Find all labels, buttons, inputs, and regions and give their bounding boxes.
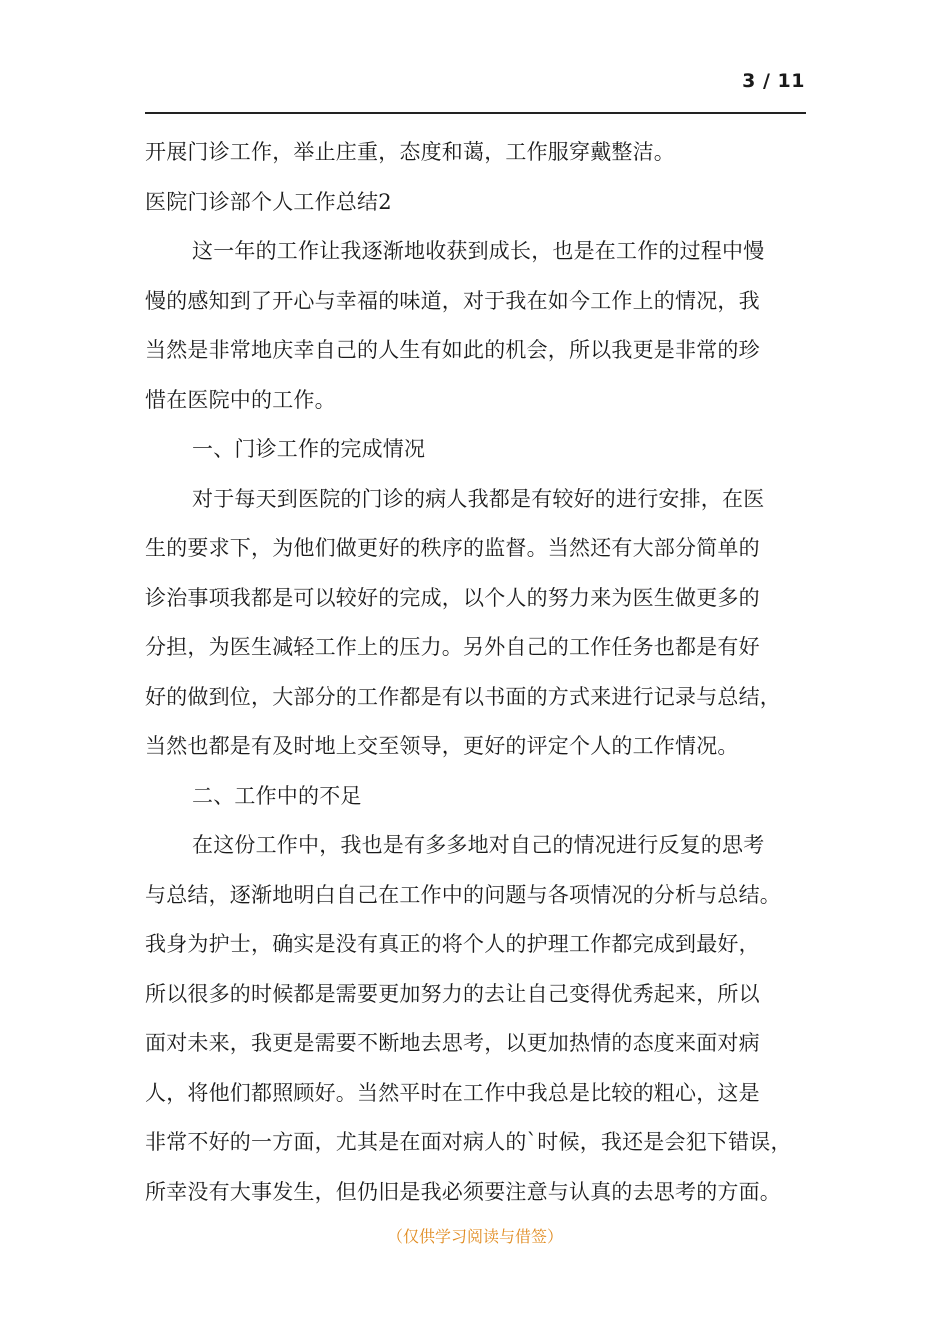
subsection-heading: 二、工作中的不足 xyxy=(192,783,362,808)
paragraph-line: 我身为护士，确实是没有真正的将个人的护理工作都完成到最好， xyxy=(145,932,760,956)
paragraph-line: 分担，为医生减轻工作上的压力。另外自己的工作任务也都是有好 xyxy=(145,635,760,659)
paragraph-line: 这一年的工作让我逐渐地收获到成长，也是在工作的过程中慢 xyxy=(192,239,765,263)
paragraph-line: 当然也都是有及时地上交至领导，更好的评定个人的工作情况。 xyxy=(145,734,739,758)
paragraph-line: 生的要求下，为他们做更好的秩序的监督。当然还有大部分简单的 xyxy=(145,536,760,560)
paragraph-line: 慢的感知到了开心与幸福的味道，对于我在如今工作上的情况，我 xyxy=(145,288,760,313)
paragraph-line: 在这份工作中，我也是有多多地对自己的情况进行反复的思考 xyxy=(192,833,765,857)
paragraph-line: 所以很多的时候都是需要更加努力的去让自己变得优秀起来，所以 xyxy=(145,981,760,1006)
paragraph-line: 非常不好的一方面，尤其是在面对病人的`时候，我还是会犯下错误， xyxy=(145,1130,792,1154)
paragraph-line: 当然是非常地庆幸自己的人生有如此的机会，所以我更是非常的珍 xyxy=(145,338,760,362)
paragraph-line: 对于每天到医院的门诊的病人我都是有较好的进行安排，在医 xyxy=(192,486,765,511)
paragraph-line: 开展门诊工作，举止庄重，态度和蔼，工作服穿戴整洁。 xyxy=(145,140,675,164)
footer-disclaimer: （仅供学习阅读与借签） xyxy=(386,1227,563,1246)
paragraph-line: 好的做到位，大部分的工作都是有以书面的方式来进行记录与总结， xyxy=(145,684,781,709)
paragraph-line: 诊治事项我都是可以较好的完成，以个人的努力来为医生做更多的 xyxy=(145,585,760,610)
document-body xyxy=(145,128,825,1217)
section-title: 医院门诊部个人工作总结2 xyxy=(145,189,392,214)
paragraph-line: 所幸没有大事发生，但仍旧是我必须要注意与认真的去思考的方面。 xyxy=(145,1179,781,1204)
paragraph-line: 与总结，逐渐地明白自己在工作中的问题与各项情况的分析与总结。 xyxy=(145,882,781,907)
page-number: 3 / 11 xyxy=(742,70,805,92)
paragraph-line: 惜在医院中的工作。 xyxy=(145,387,336,412)
paragraph-line: 面对未来，我更是需要不断地去思考，以更加热情的态度来面对病 xyxy=(145,1031,760,1055)
paragraph-line: 人，将他们都照顾好。当然平时在工作中我总是比较的粗心，这是 xyxy=(145,1080,760,1105)
header-divider xyxy=(145,112,806,114)
subsection-heading: 一、门诊工作的完成情况 xyxy=(192,437,426,461)
